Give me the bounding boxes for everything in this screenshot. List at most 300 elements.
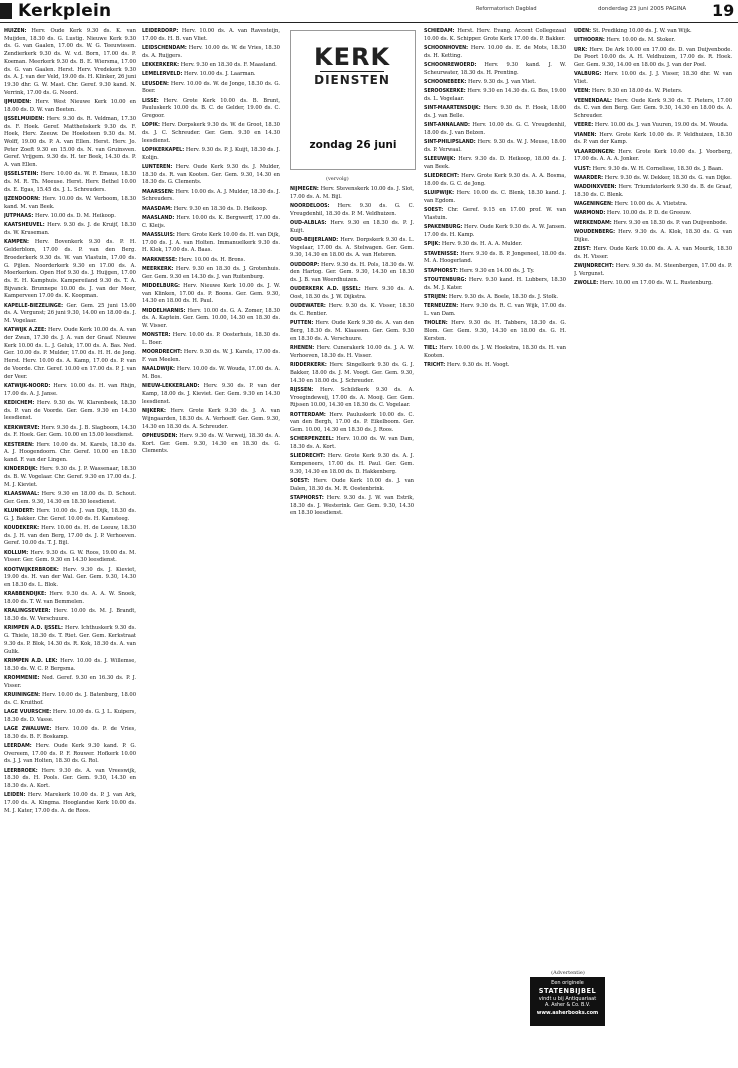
service-times: Herv. 9.30 ds. R. C. van Wijk, 17.00 ds. L. van Dam. [424, 303, 566, 317]
place-name: KINDERDIJK: [4, 467, 38, 473]
place-name: SLUIPWIJK: [424, 191, 455, 197]
listing-column-1 [4, 28, 136, 1062]
church-listing-entry [142, 189, 280, 204]
place-name: MIDDELBURG: [142, 284, 180, 289]
service-times: Herv. 10.00 ds. E. de Mots, 18.30 ds. H. Ketting. [424, 45, 566, 59]
place-name: MAASSLUIS: [142, 233, 175, 238]
service-times: Herv. 10.00 ds. M. Karels, 18.30 ds. A. J. Hoogendoorn. Chr. Geref. 10.00 en 18.30 kand. F. van der Lingen. [4, 441, 136, 463]
church-listing-entry [142, 433, 280, 456]
church-listing-entry [574, 122, 732, 130]
place-name: KRIMPEN A.D. LEK: [4, 658, 58, 664]
service-times: Herv. Grote Kerk 9.30 ds. J. A. van Wijngaarden, 18.30 ds. A. Verhoeff. Ger. Gem. 9.30, 14.30 en 18.30 ds. A. Schreuder. [142, 408, 280, 430]
service-times: Herv. 9.30 kand. J. W. Scheurwater, 18.30 ds. H. Prenting. [424, 62, 566, 76]
service-times: Ger. Gem. 25 juni 15.00 ds. A. Vergunst; 26 juni 9.30, 14.00 en 18.00 ds. J. M. Vogelaar. [4, 302, 136, 325]
church-listing-entry [290, 303, 414, 318]
place-name: LAGE ZWALUWE: [4, 726, 52, 732]
service-times: Herv. Grote Kerk 10.00 ds. H. van Dijk, 17.00 ds. J. A. van Holten. Immanuelkerk 9.30 ds. H. Klok, 17.00 ds. A. Baas. [142, 232, 280, 254]
church-listing-entry [142, 45, 280, 60]
service-times: Herv. Pauluskerk 10.00 ds. C. van den Bergh, 17.00 ds. P. Eikelboom. Ger. Gem. 10.00, 14.30 en 18.30 ds. J. Roos. [290, 411, 414, 433]
church-listing-entry [142, 257, 280, 265]
logo-word-kerk: KERK [314, 43, 391, 71]
service-times: Herv. Cunerakerk 10.00 ds. J. A. W. Verhoeven, 18.30 ds. H. Visser. [290, 345, 414, 359]
place-name: VALBURG: [574, 72, 602, 78]
place-name: KRUININGEN: [4, 692, 41, 698]
church-listing-entry [142, 164, 280, 187]
place-name: VIANEN: [574, 132, 597, 138]
place-name: VEERE: [574, 123, 594, 129]
place-name: VLIST: [574, 166, 591, 172]
service-times: Herv. 9.30 en 14.30 ds. G. Bos, 19.00 ds. L. Vogelaar. [424, 88, 566, 102]
place-name: URK: [574, 47, 588, 53]
church-listing-entry [574, 175, 732, 183]
service-times: Herv. 9.30 ds. H. Pols, 18.30 ds. W. den Hartog. Ger. Gem. 9.30, 14.30 en 18.30 ds. J. B. van Weerdhuizen. [290, 261, 414, 284]
church-listing-entry [142, 349, 280, 364]
place-name: JUTPHAAS: [4, 214, 34, 220]
place-name: LEKKERKERK: [142, 63, 180, 68]
place-name: SOEST: [424, 208, 444, 214]
place-name: SPIJK: [424, 242, 441, 248]
page-number: 19 [712, 1, 735, 20]
church-listing-entry [4, 525, 136, 548]
service-times: Herv. Oude Kerk 9.30 ds. J. Mulder, 18.30 ds. R. van Kooten. Ger. Gem. 9.30, 14.30 en 18.30 ds. G. Clements. [142, 164, 280, 186]
date-line: donderdag 23 juni 2005 PAGINA [598, 6, 687, 12]
place-name: UITHOORN: [574, 38, 605, 44]
place-name: WAARDER: [574, 175, 604, 181]
church-listing-entry [4, 625, 136, 656]
church-listing-entry [4, 303, 136, 326]
church-listing-entry [4, 726, 136, 741]
service-times: Herv. 10.00 ds. J. van Vuuren, 19.00 ds. M. Wouda. [594, 122, 729, 129]
place-name: KEDICHEM: [4, 400, 35, 406]
place-name: IJSSELSTEIN: [4, 172, 39, 178]
service-times: Herv. 10.00 ds. G. C. Vreugdenhil, 18.00 ds. J. van Belzen. [424, 122, 566, 136]
service-times: Herv. 10.00 ds. D. M. Heikoop. [34, 213, 116, 220]
place-name: KAMPEN: [4, 240, 29, 246]
church-listing-entry [424, 277, 566, 292]
church-listing-entry [424, 345, 566, 360]
listing-column-2 [142, 28, 280, 1062]
ad-line-4: A. Asher & Co. B.V. [544, 1003, 591, 1008]
place-name: OUD-BEIJERLAND: [290, 238, 339, 243]
church-listing-entry [290, 203, 414, 218]
place-name: LAGE VUURSCHE: [4, 709, 52, 715]
church-listing-entry [4, 466, 136, 489]
church-listing-entry [574, 149, 732, 164]
service-times: Herv. 10.00 ds. A. Vlietstra. [614, 201, 688, 208]
place-name: MARKNESSE: [142, 257, 178, 263]
service-times: Herv. 10.00 ds. P. Oosterhuis, 18.30 ds. L. Boer. [142, 332, 280, 347]
church-listing-entry [142, 383, 280, 406]
service-times: Herst. Herv. Evang. Accent Collegezaal 10.00 ds. K. Schipper. Grote Kerk 17.00 ds. P. Bakker. [424, 28, 566, 42]
service-times: Herv. 9.30 ds. A. Klok, 18.30 ds. G. van Dijke. [574, 229, 732, 243]
church-listing-entry [290, 345, 414, 360]
church-listing-entry [574, 28, 732, 36]
place-name: VLAARDINGEN: [574, 149, 615, 155]
place-name: LEERDAM: [4, 743, 32, 749]
place-name: SCHOONREWOERD: [424, 63, 477, 68]
place-name: MAASLAND: [142, 216, 175, 221]
place-name: KOOTWIJKERBROEK: [4, 567, 59, 573]
church-listing-entry [4, 508, 136, 523]
place-name: NIJMEGEN: [290, 187, 319, 192]
church-listing-entry [424, 241, 566, 249]
church-listing-entry [290, 387, 414, 410]
service-times: Herv. Singelkerk 9.30 ds. G. J. Bakker, 18.00 ds. J. M. Voogt. Ger. Gem. 9.30, 14.30 en 18.00 ds. J. Schreuder. [290, 362, 414, 384]
place-name: SCHERPENZEEL: [290, 437, 334, 443]
place-name: STAVENISSE: [424, 251, 459, 257]
church-listing-entry [574, 166, 732, 174]
place-name: HUIZEN: [4, 29, 27, 34]
place-name: NAALDWIJK: [142, 367, 175, 373]
place-name: MIDDELHARNIS: [142, 308, 186, 314]
service-times: Herv. 10.00 ds. H. van Rhijn, 17.00 ds. A. J. Janse. [4, 382, 136, 397]
place-name: KRIMPEN A.D. IJSSEL: [4, 626, 63, 632]
place-name: KROMMENIE: [4, 675, 40, 681]
place-name: NOORDELOOS: [290, 204, 330, 209]
church-listing-entry [424, 320, 566, 343]
service-times: Herv. 9.30 ds. H. Tabbers, 18.30 ds. G. Blom. Ger. Gem. 9.30, 14.30 en 18.00 ds. G. H. Kersten. [424, 320, 566, 342]
church-listing-entry [4, 709, 136, 724]
place-name: UDEN: [574, 29, 592, 34]
place-name: MONSTER: [142, 333, 171, 339]
ad-line-1: Een originele [551, 980, 584, 986]
church-listing-entry [424, 122, 566, 137]
statenbijbel-advertisement[interactable] [530, 977, 605, 1026]
service-times: Herv. 10.00 ds. W. de Jonge, 18.30 ds. G. Boer. [142, 80, 280, 95]
church-listing-entry [290, 495, 414, 518]
church-listing-entry [142, 62, 280, 70]
church-listing-entry [142, 122, 280, 145]
place-name: SCHOONHOVEN: [424, 46, 469, 51]
place-name: KOLLUM: [4, 550, 29, 556]
church-listing-entry [424, 303, 566, 318]
service-times: Herv. Triumfatorkerk 9.30 ds. B. de Graaf, 18.30 ds. C. Blenk. [574, 184, 732, 198]
place-name: SLIEDRECHT: [290, 454, 325, 460]
service-times: Herv. 9.30 ds. J. W. van Estrik, 18.30 ds. J. Westerink. Ger. Gem. 9.30, 14.30 en 18.30 leesdienst. [290, 494, 414, 517]
place-name: LEMELERVELD: [142, 72, 183, 78]
church-listing-entry [574, 71, 732, 86]
church-listing-entry [4, 116, 136, 170]
service-times: Herv. 10.00 ds. P. D. de Greeuw. [606, 210, 691, 217]
listing-column-4 [424, 28, 566, 1062]
church-listing-entry [574, 37, 732, 45]
place-name: SINT-MAARTENSDIJK: [424, 106, 481, 112]
church-listing-entry [290, 262, 414, 285]
place-name: KLAASWAAL: [4, 491, 40, 497]
logo-rule [320, 71, 384, 72]
service-times: Herv. 9.30 ds. D. Heikoop, 18.00 ds. J. van Beek. [424, 156, 566, 170]
place-name: SLEEUWIJK: [424, 157, 456, 163]
service-times: Herv. 10.00 en 17.00 ds. W. L. Rustenburg. [599, 280, 713, 287]
church-listing-entry [142, 308, 280, 331]
service-times: Herv. 9.30 en 18.30 ds. P. van Duijvenbode. [613, 219, 728, 226]
church-listing-entry [290, 453, 414, 476]
place-name: RIJSSEN: [290, 387, 314, 393]
place-name: KATWIJK A.ZEE: [4, 328, 47, 334]
place-name: NIJKERK: [142, 409, 166, 415]
service-times: Herv. Oude Kerk 9.30 ds. K. van Muijden, 18.30 ds. G. Lustig. Nieuwe Kerk 9.30 ds. G. van Gaalen, 17.00 ds. W. G. Teeuwissen. Zendierkerk 9.30 ds. W. v.d. Born, 17.00 ds. P. Koeman. Meerkerk 9.30 ds. B. E. Wiersma, 17.00 ds. G. van Gaalen. Herst. Herv. Vredekerk 9.30 ds. A. J. van der Veld, 19.00 ds. H. Klinker, 26 juni 19.30 dhr. G. W. Mast. Chr. Geref. 9.30 kand. N. Verrink, 17.00 ds. G. Noord. [4, 28, 136, 96]
service-times: Herv. Nieuwe Kerk 10.00 ds. J. W. van Klinken, 17.00 ds. P. Boons. Ger. Gem. 9.30, 14.30 en 18.00 ds. H. Paul. [142, 283, 280, 305]
place-name: SLIEDRECHT: [424, 174, 459, 180]
service-times: Herv. 9.30 en 18.30 ds. J. Grotenhuis. Ger. Gem. 9.30 en 14.30 ds. J. van Ruitenburg. [142, 266, 280, 280]
service-times: Ned. Geref. 9.30 en 16.30 ds. P. J. Visser. [4, 674, 136, 689]
church-listing-entry [424, 45, 566, 60]
place-name: THOLEN: [424, 321, 448, 327]
place-name: WERKENDAM: [574, 220, 612, 226]
place-name: IJMUIDEN: [4, 99, 32, 105]
listing-column-3 [290, 186, 414, 1062]
church-listing-entry [142, 232, 280, 255]
place-name: KRALINGSEVEER: [4, 609, 51, 615]
church-listing-entry [4, 196, 136, 211]
service-times: Herv. 10.00 ds. H. de Leeuw, 18.30 ds. J. H. van den Berg, 17.00 ds. J. P. Verhoeven. Geref. 10.00 ds. T. J. Bijl. [4, 524, 136, 547]
church-listing-entry [290, 237, 414, 260]
place-name: OUD-ALBLAS: [290, 221, 327, 226]
place-name: IJSSELMUIDEN: [4, 116, 45, 122]
church-listing-entry [4, 442, 136, 465]
service-times: Herv. Oude Kerk 10.00 ds. A. A. van Mourik, 18.30 ds. H. Visser. [574, 246, 732, 260]
church-listing-entry [290, 320, 414, 343]
service-times: Herv. 9.30 ds. W. Klarenbeek, 18.30 ds. P. van de Voorde. Ger. Gem. 9.30 en 14.30 leesdienst. [4, 399, 136, 422]
service-times: Herv. 10.00 ds. J. W. Hoekstra, 18.30 ds. H. van Kooten. [424, 344, 566, 359]
place-name: LEIDERDORP: [142, 29, 179, 34]
service-times: Herv. 10.00 ds. G. J. L. Kuipers, 18.30 ds. D. Vasse. [4, 708, 136, 723]
place-name: KERKWERVE: [4, 425, 40, 431]
service-times: Herv. 9.30 ds. H. Voogt. [446, 361, 510, 368]
church-listing-entry [424, 362, 566, 370]
place-name: PUTTEN: [290, 321, 314, 327]
church-listing-entry [142, 81, 280, 96]
service-times: Herv. Ichthuskerk 9.30 ds. G. Thiele, 18.30 ds. T. Riet. Ger. Gem. Kerkstraat 9.30 ds. P. Blok, 14.30 ds. R. Kok, 18.30 ds. A. van Gulik. [4, 625, 136, 655]
church-listing-entry [574, 132, 732, 147]
service-times: Herv. 9.30 en 18.30 ds. P. J. Kuijt. [290, 220, 414, 234]
place-name: WADDINXVEEN: [574, 185, 617, 191]
place-name: LOPIKERKAPEL: [142, 148, 185, 153]
church-listing-entry [424, 105, 566, 120]
service-times: Herv. 10.00 ds. W. F. Emaus, 18.30 ds. M. R. Th. Meeuse. Herst. Herv. Bethel 10.00 ds. E. Egas, 15.45 ds. J. L. Schreuders. [4, 171, 136, 193]
service-times: Herv. 10.00 ds. J. van Dijk, 18.30 ds. G. J. Bakker. Chr. Geref. 10.00 ds. H. Kamsteeg. [4, 507, 136, 522]
church-listing-entry [4, 692, 136, 707]
place-name: WARMOND: [574, 211, 606, 217]
church-listing-entry [4, 658, 136, 673]
service-times: Herv. Marekerk 10.00 ds. P. J. van Ark, 17.00 ds. A. Kingma. Hooglandse Kerk 10.00 ds. M. J. Kater, 17.00 ds. A. de Roos. [4, 792, 136, 814]
church-listing-entry [574, 246, 732, 261]
church-listing-entry [424, 173, 566, 188]
church-listing-entry [424, 79, 566, 87]
service-times: Herv. 9.30 ds. W. Verweij, 18.30 ds. A. Kort. Ger. Gem. 9.30, 14.30 en 18.30 ds. G. Clements. [142, 432, 280, 455]
service-day: zondag 26 juni [309, 139, 397, 151]
church-listing-entry [4, 550, 136, 565]
church-listing-entry [290, 436, 414, 451]
place-name: SINT-PHILIPSLAND: [424, 140, 476, 146]
paper-name: Reformatorisch Dagblad [476, 6, 537, 12]
service-times: Herv. Stevenskerk 10.00 ds. J. Slot, 17.00 ds. A. M. Bijl. [290, 186, 414, 200]
church-listing-entry [574, 220, 732, 228]
service-times: Herv. 9.30 ds. H. A. A. Mulder. [441, 241, 523, 248]
church-listing-entry [424, 156, 566, 171]
service-times: Herv. 10.00 ds. H. Brons. [178, 256, 246, 263]
place-name: MAASDAM: [142, 206, 173, 212]
place-name: LISSE: [142, 98, 159, 104]
place-name: WAGENINGEN: [574, 202, 613, 208]
church-listing-entry [142, 366, 280, 381]
church-listing-entry [424, 62, 566, 77]
service-times: Herv. 9.30 ds. J. van Vliet. [467, 79, 536, 85]
church-listing-entry [142, 332, 280, 347]
page-header [0, 0, 738, 23]
church-listing-entry [574, 184, 732, 199]
service-times: Herv. Grote Kerk 10.00 ds. P. Veldhuizen, 18.30 ds. P. van der Kamp. [574, 131, 732, 146]
service-times: Chr. Geref. 9.15 en 17.00 prof. W. van Vlastuin. [424, 207, 566, 221]
church-listing-entry [142, 71, 280, 79]
service-times: Herv. 9.30 ds. A. Oost, 18.30 ds. J. W. Dijkstra. [290, 286, 414, 301]
service-times: Herv. 9.30 ds. P. J. Kuijt, 18.30 ds. J. Kolijn. [142, 147, 280, 161]
service-times: Herv. 9.30 ds. M. Steenbergen, 17.00 ds. P. J. Vergunst. [574, 263, 732, 277]
place-name: OUDERKERK A.D. IJSSEL: [290, 287, 361, 293]
place-name: ZEIST: [574, 247, 591, 253]
service-times: Herv. Grote Kerk 9.30 ds. A. A. Bosma, 18.00 ds. G. C. de Jong. [424, 173, 566, 187]
place-name: SOEST: [290, 478, 310, 484]
service-times: Herv. Oude Kerk 10.00 ds. J. van Dalen, 18.30 ds. M. R. Oostenbrink. [290, 477, 414, 492]
service-times: Herv. 9.30 en 18.30 ds. F. Maasland. [180, 62, 277, 68]
place-name: SCHOONEBEEK: [424, 80, 467, 85]
ad-line-3: vindt u bij Antiquariaat [538, 996, 597, 1002]
church-listing-entry [4, 567, 136, 590]
church-listing-entry [574, 201, 732, 209]
service-times: Herv. 9.30 ds. G. C. Vreugdenhil, 18.30 ds. P. M. Veldhuizen. [290, 203, 414, 217]
church-listing-entry [4, 239, 136, 301]
service-times: Herv. Dorpskerk 9.30 ds. L. Vogelaar, 17.00 ds. A. Stelwagen. Ger. Gem. 9.30, 14.30 en 18.00 ds. A. van Heteren. [290, 237, 414, 259]
service-times: Herv. 10.00 ds. K. Bergwerff, 17.00 ds. C. Kleijs. [142, 215, 280, 229]
church-listing-entry [424, 88, 566, 103]
place-name: RIDDERKERK: [290, 363, 327, 369]
service-times: Herv. 9.30 ds. P. van der Kamp, 18.00 ds. J. Kieviet. Ger. Gem. 9.30 en 14.30 leesdienst. [142, 383, 280, 405]
church-listing-entry [424, 207, 566, 222]
place-name: MOORDRECHT: [142, 350, 183, 356]
service-times: Herv. West Nieuwe Kerk 10.00 en 18.00 ds. D. W. van Beeten. [4, 98, 136, 113]
service-times: Herv. 9.30 ds. A. van Vreeswijk, 18.30 ds. H. Pools. Ger. Gem. 9.30, 14.30 en 18.30 ds. A. Kort. [4, 767, 136, 789]
church-listing-entry [4, 591, 136, 606]
service-times: Herv. 10.00 ds. A. J. Mulder, 18.30 ds. J. Schreuders. [142, 188, 280, 203]
place-name: ROTTERDAM: [290, 412, 326, 418]
place-name: SINT-ANNALAND: [424, 123, 470, 129]
service-times: Herv. Schildkerk 9.30 ds. A. Vroegindeweij, 17.00 ds. A. Mooij. Ger. Gem. Rijssen 10.00, 14.30 en 18.30 ds. C. Vogelaar. [290, 386, 414, 409]
place-name: SEROOSKERKE: [424, 89, 466, 95]
church-listing-entry [574, 98, 732, 121]
advertisement-label: (Advertentie) [551, 970, 585, 976]
place-name: STAPHORST: [290, 495, 324, 501]
service-times: Herv. 9.30 ds. W. H. Cornelisse, 18.30 ds. J. Baan. [592, 165, 724, 172]
church-listing-entry [142, 98, 280, 121]
service-times: Herv. 10.00 ds. G. A. Zomer, 18.30 ds. A. Kaptein. Ger. Gem. 10.00, 14.30 en 18.30 ds. W. Visser. [142, 307, 280, 330]
place-name: STOUTENBURG: [424, 277, 467, 283]
service-times: Herv. 9.30 ds. J. B. Slagboom, 14.30 ds. F. Hoek. Ger. Gem. 10.00 en 15.00 leesdienst. [4, 424, 136, 439]
service-times: Herv. Grote Kerk 10.00 ds. B. Brunt, Pauluskerk 10.00 ds. B. C. de Gelder, 19.00 ds. C. Gregoor. [142, 97, 280, 119]
kerkdiensten-logo [314, 39, 390, 105]
church-listing-entry [4, 171, 136, 194]
service-times: Herv. 9.30 ds. W. J. Karels, 17.00 ds. F. van Meelen. [142, 349, 280, 364]
church-listing-entry [4, 768, 136, 791]
service-times: Herv. 10.00 ds. J. Laarman. [184, 71, 256, 78]
church-listing-entry [142, 283, 280, 306]
service-times: Herv. Oude Kerk 10.00 ds. A. van der Zwan, 17.30 ds. J. A. van der Graaf. Nieuwe Kerk 10.00 ds. L. J. Geluk, 17.00 ds. A. Bas. Ned. Ger. 10.00 ds. P. Mulder, 17.00 ds. H. H. de Jong. Herst. Herv. 10.00 ds. A. Kamp, 17.00 ds. P. van de Voorde. Chr. Geref. 10.00 en 17.00 ds. P. J. van der Veer. [4, 327, 136, 380]
church-listing-entry [290, 412, 414, 435]
service-times: Herv. 10.00 ds. P. de Vries, 18.30 ds. B. F. Boskamp. [4, 725, 136, 740]
service-times: Herv. 10.00 ds. J. Willemse, 18.30 ds. W. C. P. Bergsma. [4, 657, 136, 672]
place-name: KESTEREN: [4, 442, 34, 448]
church-listing-entry [424, 139, 566, 154]
service-times: Herv. 9.30 en 18.00 ds. D. Schout. Ger. Gem. 9.30, 14.30 en 18.30 leesdienst. [4, 490, 136, 505]
church-listing-entry [142, 147, 280, 162]
church-listing-entry [4, 792, 136, 815]
service-times: Herv. 9.30 kand. H. Lubbers, 18.30 ds. M. J. Kater. [424, 276, 566, 291]
church-listing-entry [290, 220, 414, 235]
place-name: VEENENDAAL: [574, 98, 612, 104]
church-listing-entry [290, 478, 414, 493]
place-name: IJZENDOORN: [4, 197, 41, 203]
church-listing-entry [4, 383, 136, 398]
place-name: KRABBENDIJKE: [4, 592, 47, 598]
church-listing-entry [574, 229, 732, 244]
service-times: Herv. 9.30 ds. A. A. W. Snoek, 18.00 ds. T. W. van Bemmelen. [4, 591, 136, 606]
church-listing-entry [424, 224, 566, 239]
service-times: Herv. Oude Kerk 9.30 kand. P. G. Overeem, 17.00 ds. P. F. Rouwer. Hofkerk 10.00 ds. J. J. van Holten, 18.30 ds. G. Rol. [4, 742, 136, 765]
church-listing-entry [574, 47, 732, 70]
church-listing-entry [4, 675, 136, 690]
service-times: Herv. 9.30 ds. F. Hoek, 18.00 ds. J. van Belle. [424, 105, 566, 119]
place-name: STAPHORST: [424, 268, 458, 274]
service-times: Herv. 9.30 ds. J. Kieviet, 19.00 ds. H. van der Wal. Ger. Gem. 9.30, 14.30 en 18.30 ds. L. Blok. [4, 566, 136, 589]
church-listing-entry [574, 263, 732, 278]
service-times: Herv. Oude Kerk 9.30 ds. A. W. Jansen. 17.00 ds. H. Kamp. [424, 224, 566, 238]
place-name: NIEUW-LEKKERLAND: [142, 384, 200, 390]
service-times: Herv. 9.30 ds. J. P. Wassenaar, 18.30 ds. B. W. Vogelaar. Chr. Geref. 9.30 en 17.00 ds. J. M. J. Kieviet. [4, 466, 136, 488]
service-times: Herv. 10.00 ds. W. Wouda, 17.00 ds. A. M. Bos. [142, 366, 280, 381]
place-name: STRIJEN: [424, 294, 448, 300]
place-name: KOUDEKERK: [4, 525, 40, 531]
service-times: Herv. Grote Kerk 9.30 ds. A. J. Kempeneers, 17.00 ds. H. Paul. Ger. Gem. 9.30, 14.30 en 18.00 ds. D. Hakkenberg. [290, 453, 414, 475]
service-times: Herv. 9.30 en 14.00 ds. J. Ty. [459, 267, 535, 274]
service-times: St. Prediking 10.00 ds. J. W. van Wijk. [592, 28, 692, 34]
church-listing-entry [142, 28, 280, 43]
service-times: Herv. Dorpskerk 9.30 ds. W. de Groot, 18.30 ds. J. C. Schreuder. Ger. Gem. 9.30 en 14.30 leesdienst. [142, 122, 280, 144]
church-listing-entry [4, 28, 136, 97]
church-listing-entry [4, 222, 136, 237]
church-listing-entry [424, 294, 566, 302]
service-times: Herv. 9.30 ds. A. Boele, 18.30 ds. J. Stolk. [448, 293, 559, 300]
service-times: Herv. De Ark 10.00 en 17.00 ds. D. van Duijvenbode. De Poort 10.00 ds. A. H. Veldhuizen, 17.00 ds. R. Hoek. Ger. Gem. 9.30, 14.00 en 18.00 ds. J. van der Poel. [574, 46, 732, 68]
place-name: KAPELLE-BIEZELINGE: [4, 303, 64, 309]
church-listing-entry [290, 286, 414, 301]
church-listing-entry [4, 327, 136, 381]
service-times: Herv. 9.30 ds. G. W. Roos, 19.00 ds. M. Visser. Ger. Gem. 9.30 en 14.30 leesdienst. [4, 549, 136, 564]
place-name: MAARSSEN: [142, 189, 174, 195]
place-name: KLUNDERT: [4, 508, 35, 514]
church-listing-entry [574, 210, 732, 218]
service-times: Herv. 9.30 en 18.30 ds. D. Heikoop. [173, 205, 268, 212]
place-name: WOUDENBERG: [574, 230, 616, 236]
logo-word-diensten: DIENSTEN [314, 73, 390, 87]
church-listing-entry [4, 743, 136, 766]
place-name: TIEL: [424, 345, 438, 351]
service-times: Herv. 9.30 ds. R. Veldman, 17.30 ds. F. Hoek. Geref. Mattheüskerk 9.30 ds. F. Hoek, Herv. Zeeuw. De Hoeksteen 9.30 ds. M. Wolff, 19.00 ds. P. A. van Ellen. Herst. Herv. Jo. Peter Zoeft 9.30 en 15.00 ds. N. van Gruinsven. Geref. Vrijgem. 9.30 ds. H. ter Beek, 14.30 ds. P. A. van Ellen. [4, 115, 136, 169]
kerkdiensten-banner [290, 30, 416, 170]
place-name: LEIDEN: [4, 793, 26, 799]
church-listing-entry [424, 28, 566, 43]
listing-column-5 [574, 28, 732, 1062]
service-times: Herv. 10.00 ds. W. van Dam, 18.30 ds. A. Kort. [290, 436, 414, 450]
ad-website-link[interactable]: www.asherbooks.com [536, 1010, 599, 1016]
